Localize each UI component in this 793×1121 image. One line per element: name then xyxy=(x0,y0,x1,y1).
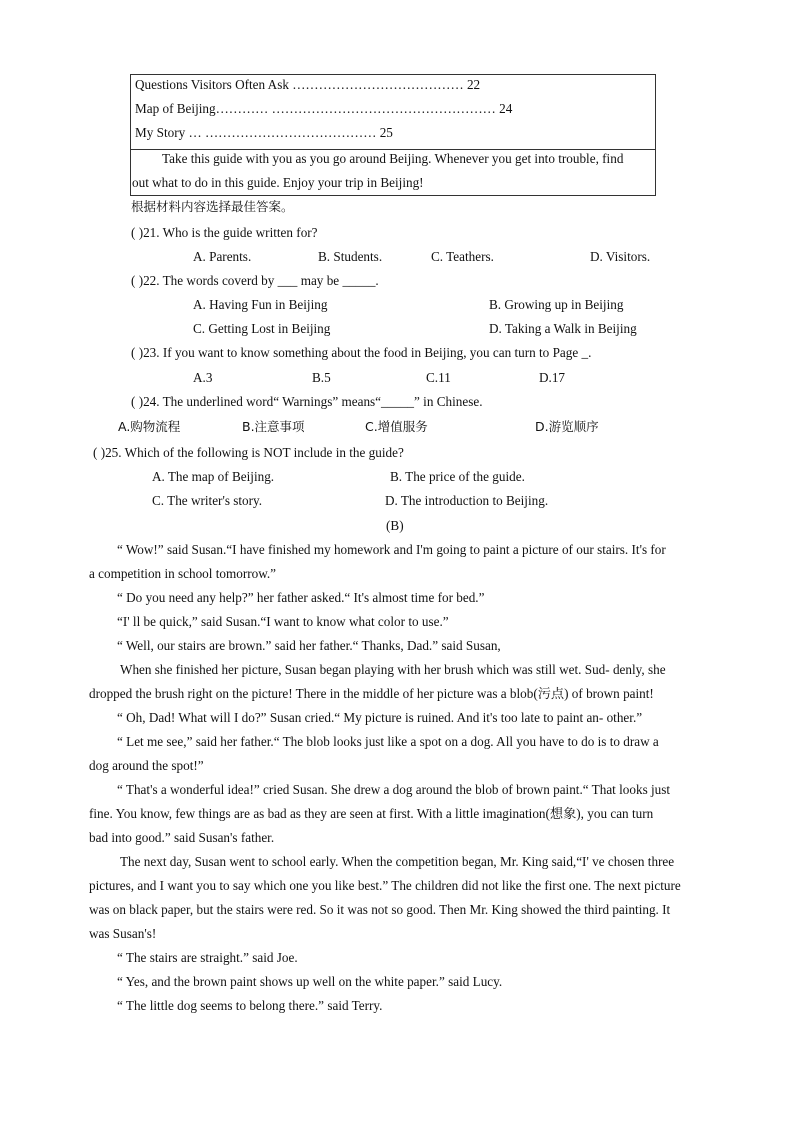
story-p12: “ The little dog seems to belong there.” said Terry. xyxy=(117,998,383,1013)
q21-option-b: B. Students. xyxy=(318,249,383,264)
story-p9-line-4: was Susan's! xyxy=(89,926,157,941)
question-23: ( )23. If you want to know something about the food in Beijing, you can turn to Page _. xyxy=(131,345,592,360)
toc-row-map: Map of Beijing………… …………………………………………… 24 xyxy=(135,101,513,116)
story-p5-line-2: dropped the brush right on the picture! There in the middle of her picture was a blob(污点) of brown paint! xyxy=(89,686,654,701)
story-p7-line-1: “ Let me see,” said her father.“ The blob looks just like a spot on a dog. All you have to do is to draw a xyxy=(117,734,659,749)
story-p3: “I' ll be quick,” said Susan.“I want to know what color to use.” xyxy=(117,614,449,629)
story-passage xyxy=(89,538,707,1018)
q24-option-d: D.游览顺序 xyxy=(535,419,599,434)
q23-option-c: C.11 xyxy=(426,370,451,385)
question-24: ( )24. The underlined word“ Warnings” means“_____” in Chinese. xyxy=(131,394,483,409)
q25-option-a: A. The map of Beijing. xyxy=(152,469,275,484)
q22-option-c: C. Getting Lost in Beijing xyxy=(193,321,331,336)
instruction: 根据材料内容选择最佳答案。 xyxy=(131,199,294,214)
q23-option-a: A.3 xyxy=(193,370,213,385)
story-p10: “ The stairs are straight.” said Joe. xyxy=(117,950,298,965)
story-p11: “ Yes, and the brown paint shows up well on the white paper.” said Lucy. xyxy=(117,974,503,989)
q22-option-a: A. Having Fun in Beijing xyxy=(193,297,328,312)
q22-option-d: D. Taking a Walk in Beijing xyxy=(489,321,637,336)
story-p6: “ Oh, Dad! What will I do?” Susan cried.“ My picture is ruined. And it's too late to paint an- other.” xyxy=(117,710,643,725)
section-b-heading: (B) xyxy=(386,518,404,533)
q23-option-b: B.5 xyxy=(312,370,331,385)
q25-option-b: B. The price of the guide. xyxy=(390,469,525,484)
story-p4: “ Well, our stairs are brown.” said her father.“ Thanks, Dad.” said Susan, xyxy=(117,638,501,653)
table-of-contents xyxy=(130,74,656,196)
story-p1-line-2: a competition in school tomorrow.” xyxy=(89,566,277,581)
q23-option-d: D.17 xyxy=(539,370,566,385)
question-22: ( )22. The words coverd by ___ may be _____. xyxy=(131,273,379,288)
q25-option-c: C. The writer's story. xyxy=(152,493,263,508)
q25-option-d: D. The introduction to Beijing. xyxy=(385,493,549,508)
q22-option-b: B. Growing up in Beijing xyxy=(489,297,624,312)
q21-option-a: A. Parents. xyxy=(193,249,252,264)
toc-intro-line-1: Take this guide with you as you go around Beijing. Whenever you get into trouble, find xyxy=(162,151,624,166)
story-p8-line-1: “ That's a wonderful idea!” cried Susan. She drew a dog around the blob of brown paint.“ That looks just xyxy=(117,782,671,797)
q24-option-a: A.购物流程 xyxy=(118,419,181,434)
question-25: ( )25. Which of the following is NOT include in the guide? xyxy=(93,445,404,460)
toc-intro-line-2: out what to do in this guide. Enjoy your trip in Beijing! xyxy=(132,175,424,190)
story-p9-line-1: The next day, Susan went to school early. When the competition began, Mr. King said,“I' ve chosen three xyxy=(120,854,675,869)
toc-row-story: My Story … ………………………………… 25 xyxy=(135,125,393,140)
story-p5-line-1: When she finished her picture, Susan began playing with her brush which was still wet. Sud- denly, she xyxy=(120,662,666,677)
q24-option-b: B.注意事项 xyxy=(242,419,305,434)
story-p9-line-2: pictures, and I want you to say which one you like best.” The children did not like the first one. The next picture xyxy=(89,878,681,893)
q21-option-c: C. Teathers. xyxy=(431,249,494,264)
story-p2: “ Do you need any help?” her father asked.“ It's almost time for bed.” xyxy=(117,590,485,605)
story-p9-line-3: was on black paper, but the stairs were red. So it was not so good. Then Mr. King showed the third painting. It xyxy=(89,902,671,917)
story-p7-line-2: dog around the spot!” xyxy=(89,758,204,773)
q21-option-d: D. Visitors. xyxy=(590,249,651,264)
toc-row-questions: Questions Visitors Often Ask ………………………………… 22 xyxy=(135,77,481,92)
story-p1-line-1: “ Wow!” said Susan.“I have finished my homework and I'm going to paint a picture of our stairs. It's for xyxy=(117,542,666,557)
story-p8-line-2: fine. You know, few things are as bad as they are seen at first. With a little imagination(想象), you can turn xyxy=(89,806,654,821)
toc-divider xyxy=(131,149,655,150)
question-21: ( )21. Who is the guide written for? xyxy=(131,225,318,240)
q24-option-c: C.增值服务 xyxy=(365,419,428,434)
story-p8-line-3: bad into good.” said Susan's father. xyxy=(89,830,275,845)
